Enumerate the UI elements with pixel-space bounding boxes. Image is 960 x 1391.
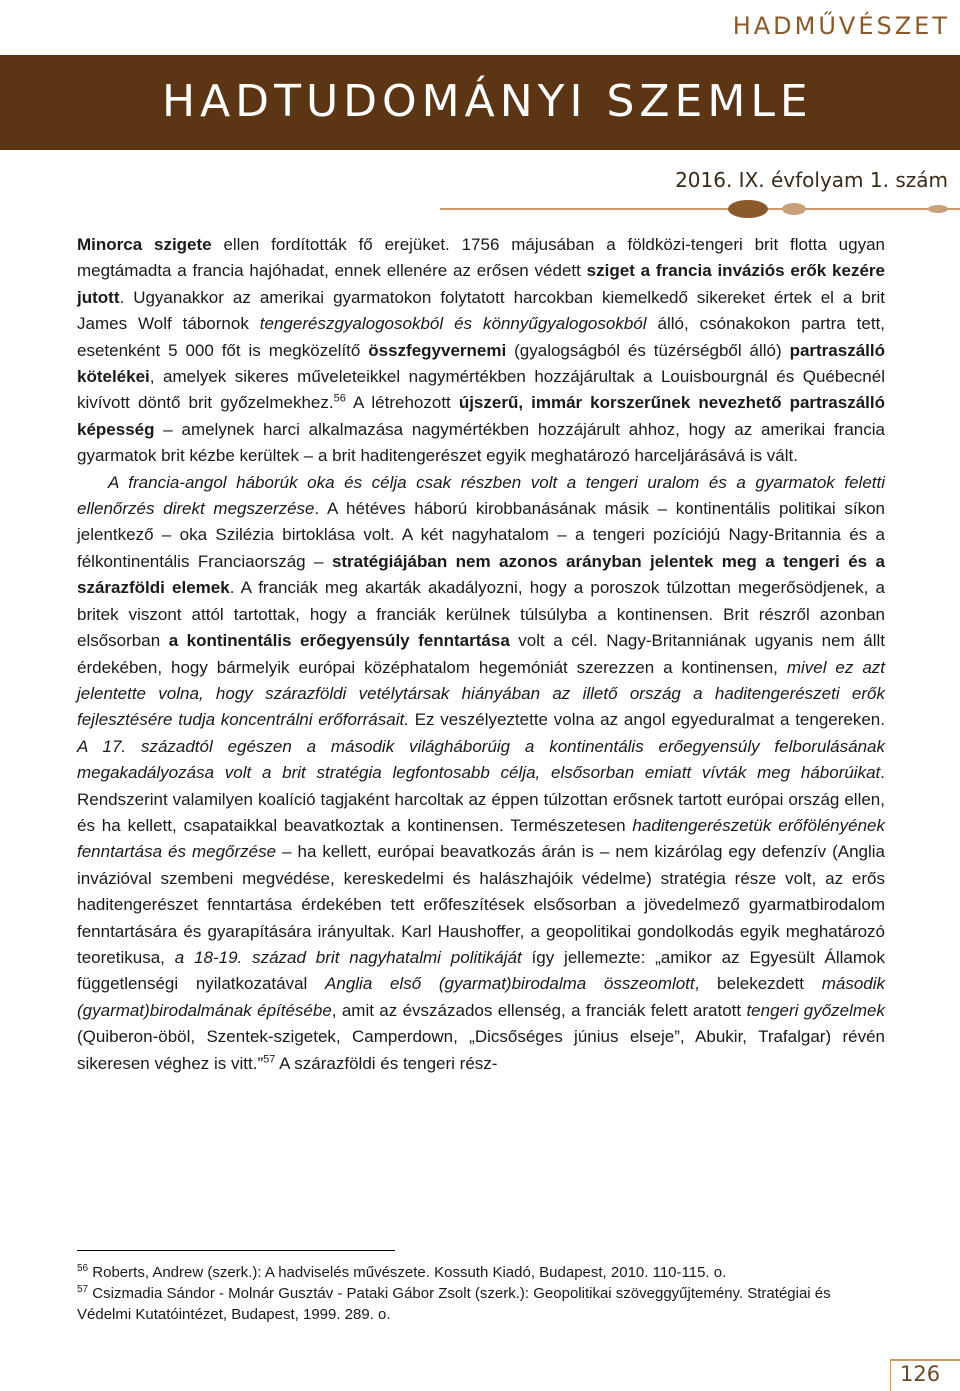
issue-info: 2016. IX. évfolyam 1. szám	[675, 168, 948, 192]
footnote-text: Roberts, Andrew (szerk.): A hadviselés művészete. Kossuth Kiadó, Budapest, 2010. 110-115. o.	[88, 1264, 727, 1281]
text-run: . A franciák meg akarták akadályozni, hogy a poroszok túlzottan megerősödjenek, a britek viszont attól tartottak, hogy a franciák kerülnek túlsúlyba a kontinensen. Brit részről azonban elsősorban	[77, 578, 885, 651]
ornament-ellipse-small	[928, 205, 948, 213]
page-number-divider	[890, 1359, 891, 1391]
text-run: (gyalogságból és tüzérségből álló)	[506, 340, 790, 360]
text-run: A létrehozott	[345, 393, 459, 413]
italic-text: tengeri győzelmek	[746, 1000, 886, 1020]
text-run: . Ugyanakkor az amerikai gyarmatokon folytatott harcokban kiemelkedő sikereket értek el a brit James Wolf tábornok	[77, 287, 885, 334]
footnotes	[77, 1262, 885, 1325]
footnote-56	[77, 1262, 885, 1283]
italic-text: a 18-19. század brit nagyhatalmi politikáját	[174, 947, 522, 967]
footnote-text: Csizmadia Sándor - Molnár Gusztáv - Pataki Gábor Zsolt (szerk.): Geopolitikai szöveggyűjtemény. Stratégiai és Védelmi Kutatóintézet, Budapest, 1999. 289. o.	[77, 1285, 831, 1323]
italic-text: tengerészgyalogosokból és könnyűgyalogosokból	[259, 314, 647, 334]
footnote-number: 57	[77, 1284, 89, 1295]
text-run: így jellemezte: „amikor az Egyesült Államok függetlenségi nyilatkozatával	[77, 947, 886, 994]
italic-text: második (gyarmat)birodalmának építésébe	[77, 974, 886, 1020]
page-number-rule	[890, 1359, 960, 1361]
text-run: ellen fordították fő erejüket. 1756 májusában a földközi-tengeri brit flotta ugyan megtámadta a francia hajóhadat, ennek ellenére az erősen védett	[77, 235, 885, 281]
italic-text: Anglia első (gyarmat)birodalma összeomlott	[325, 974, 695, 994]
bold-text: újszerű, immár korszerűnek nevezhető partraszálló képesség	[77, 393, 885, 439]
text-run: A szárazföldi és tengeri rész-	[275, 1053, 498, 1073]
article-body	[77, 232, 885, 1077]
paragraph-2	[77, 470, 885, 1077]
section-label: HADMŰVÉSZET	[732, 12, 950, 40]
text-run: . A hétéves háború kirobbanásának másik – kontinentális politikai síkon jelentkező – oka Szilézia birtoklása volt. A két nagyhatalom – a tengeri pozíciójú Nagy-Britannia és a félkontinentális Franciaország –	[77, 499, 885, 571]
footnote-number: 56	[77, 1263, 89, 1274]
ornament-ellipse-medium	[782, 203, 806, 215]
bold-text: stratégiájában nem azonos arányban jelentek meg a tengeri és a szárazföldi elemek	[77, 551, 885, 598]
text-run: , belekezdett	[694, 974, 822, 994]
bold-text: sziget a francia inváziós erők kezére jutott	[77, 261, 885, 307]
footnote-ref: 57	[263, 1052, 276, 1065]
text-run: , amelyek sikeres műveleteikkel nagymértékben hozzájárultak a Louisbourgnál és Québecnél kivívott döntő brit győzelmekhez.	[77, 367, 885, 413]
footnote-separator	[77, 1250, 395, 1251]
header-rule	[440, 208, 960, 210]
text-run: , amit az évszázados ellenség, a franciák felett aratott	[331, 1000, 747, 1020]
text-run: . Rendszerint valamilyen koalíció tagjaként harcoltak az éppen túlzottan erősnek tartott európai ország ellen, és ha kellett, csapataikkal beavatkoztak a kontinensen. Természetesen	[77, 763, 885, 835]
footnote-ref: 56	[333, 392, 346, 405]
bold-text: összfegyvernemi	[368, 340, 507, 360]
text-run: – ha kellett, európai beavatkozás árán is – nem kizárólag egy defenzív (Anglia invázióval szembeni megvédése, kereskedelmi és halászhajóik védelme) stratégia része volt, az erős haditengerészet fenntartása érdekében tett erőfeszítések elsősorban a jövedelmező gyarmatbirodalom fenntartására és gyarapítására irányultak. Karl Haushoffer, a geopolitikai gondolkodás egyik meghatározó teoretikusa,	[77, 842, 885, 967]
text-run: Ez veszélyeztette volna az angol egyeduralmat a tengereken.	[408, 710, 885, 730]
italic-text: haditengerészetük erőfölényének fenntartása és megőrzése	[77, 815, 885, 862]
paragraph-1	[77, 232, 885, 470]
bold-text: partraszálló kötelékei	[77, 340, 885, 387]
italic-text: mivel ez azt jelentette volna, hogy szárazföldi vetélytársak hiányában az illető ország a haditengerészeti erők fejlesztésére tudja koncentrálni erőforrásait.	[77, 657, 885, 730]
text-run: volt a cél. Nagy-Britanniának ugyanis nem állt érdekében, hogy bármelyik európai középhatalom hegemóniát szerezzen a kontinensen,	[77, 631, 885, 677]
ornament-ellipse-large	[728, 200, 768, 218]
footnote-57	[77, 1283, 885, 1325]
italic-text: A 17. századtól egészen a második világháborúig a kontinentális erőegyensúly felborulásának megakadályozása volt a brit stratégia legfontosabb célja, elsősorban emiatt vívták meg háborúikat	[77, 736, 885, 783]
bold-text: a kontinentális erőegyensúly fenntartása	[168, 631, 510, 651]
bold-text: Minorca szigete	[77, 235, 212, 254]
italic-text: A francia-angol háborúk oka és célja csak részben volt a tengeri uralom és a gyarmatok feletti ellenőrzés direkt megszerzése	[77, 472, 885, 519]
journal-title: HADTUDOMÁNYI SZEMLE	[162, 76, 813, 127]
page-number: 126	[900, 1362, 941, 1386]
text-run: – amelynek harci alkalmazása nagymértékben hozzájárult ahhoz, hogy az amerikai francia gyarmatok brit kézbe kerültek – a brit haditengerészet egyik meghatározó harceljárásává is vált.	[77, 419, 885, 466]
text-run: álló, csónakokon partra tett, esetenként 5 000 főt is megközelítő	[77, 314, 886, 360]
text-run: (Quiberon-öböl, Szentek-szigetek, Camperdown, „Dicsőséges június elseje”, Abukir, Trafalgar) révén sikeresen véghez is vitt.”	[77, 1027, 885, 1073]
